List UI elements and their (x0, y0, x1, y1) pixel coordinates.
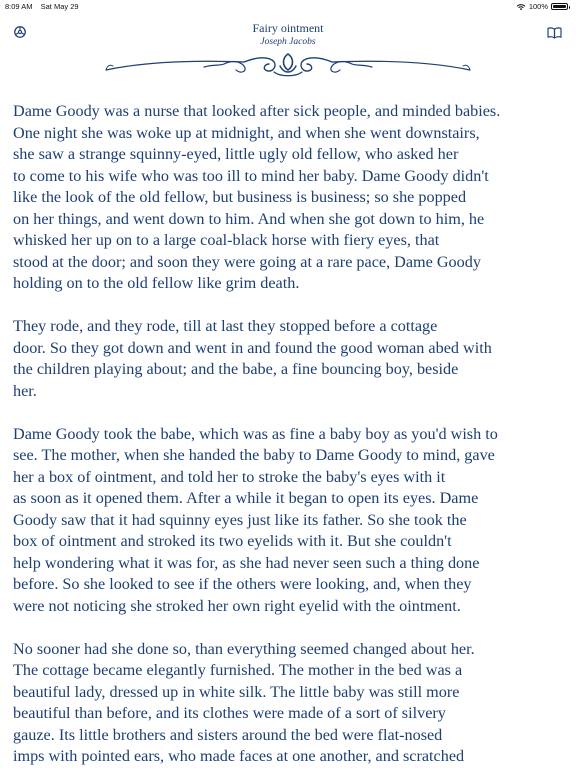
story-paragraph (13, 316, 565, 402)
text-line: door. So they got down and went in and found the good woman abed with (13, 338, 492, 357)
library-button[interactable] (546, 24, 562, 40)
text-line: she saw a strange squinny-eyed, little ugly old fellow, who asked her (13, 145, 459, 163)
story-text (13, 101, 565, 768)
story-author: Joseph Jacobs (260, 37, 316, 47)
text-line: like the look of the old fellow, but business is business; so she popped (13, 188, 467, 206)
text-line: box of ointment and stroked its two eyelids with it. But she couldn't (13, 532, 452, 550)
text-line: whisked her up on to a large coal-black horse with fiery eyes, that (13, 231, 440, 249)
text-line: help wondering what it was for, as she had never seen such a thing done (13, 553, 480, 572)
text-line: were not noticing she stroked her own right eyelid with the ointment. (13, 596, 461, 615)
text-line: before. So she looked to see if the others were looking, and, when they (13, 575, 472, 593)
book-icon (547, 26, 562, 39)
status-left (5, 2, 85, 11)
status-bar (0, 0, 576, 12)
text-line: No sooner had she done so, than everything seemed changed about her. (13, 639, 475, 658)
wifi-icon (516, 3, 526, 11)
status-right (516, 2, 568, 11)
story-paragraph (13, 101, 565, 295)
text-line: The cottage became elegantly furnished. The mother in the bed was a (13, 661, 463, 679)
text-line: holding on to the old fellow like grim death. (13, 274, 300, 292)
status-date: Sat May 29 (40, 2, 79, 11)
text-line: gauze. Its little brothers and sisters around the bed were flat-nosed (13, 725, 443, 744)
text-line: as soon as it opened them. After a while it began to open its eyes. Dame (13, 489, 479, 507)
text-line: the children playing about; and the babe, a fine bouncing boy, beside (13, 360, 459, 378)
text-line: her a box of ointment, and told her to stroke the baby's eyes with it (13, 467, 446, 486)
text-line: They rode, and they rode, till at last they stopped before a cottage (13, 317, 438, 335)
text-line: Dame Goody took the babe, which was as fine a baby boy as you'd wish to (13, 424, 498, 443)
story-paragraph (13, 639, 565, 768)
text-line: beautiful than before, and its clothes were made of a sort of silvery (13, 704, 446, 722)
story-paragraph (13, 424, 565, 618)
text-line: see. The mother, when she handed the baby to Dame Goody to mind, gave (13, 446, 495, 464)
battery-percent: 100% (528, 2, 548, 11)
text-line: Dame Goody was a nurse that looked after sick people, and minded babies. (13, 102, 501, 120)
story-title: Fairy ointment (252, 21, 324, 35)
flourish-divider (104, 50, 472, 78)
status-time: 8:09 AM (5, 2, 33, 11)
text-line: Goody saw that it had squinny eyes just like its father. So she took the (13, 510, 467, 529)
text-line: to come to his wife who was too ill to mind her baby. Dame Goody didn't (13, 166, 489, 185)
text-line: beautiful lady, dressed up in white silk. The little baby was still more (13, 682, 460, 701)
battery-icon (551, 3, 568, 10)
text-line: One night she was woke up at midnight, and when she went downstairs, (13, 123, 480, 142)
text-line: her. (13, 381, 37, 400)
text-line: imps with pointed ears, who made faces at one another, and scratched (13, 747, 465, 765)
reader-header (0, 14, 576, 84)
text-line: stood at the door; and soon they were going at a rare pace, Dame Goody (13, 252, 481, 271)
text-line: on her things, and went down to him. And when she got down to him, he (13, 209, 485, 228)
